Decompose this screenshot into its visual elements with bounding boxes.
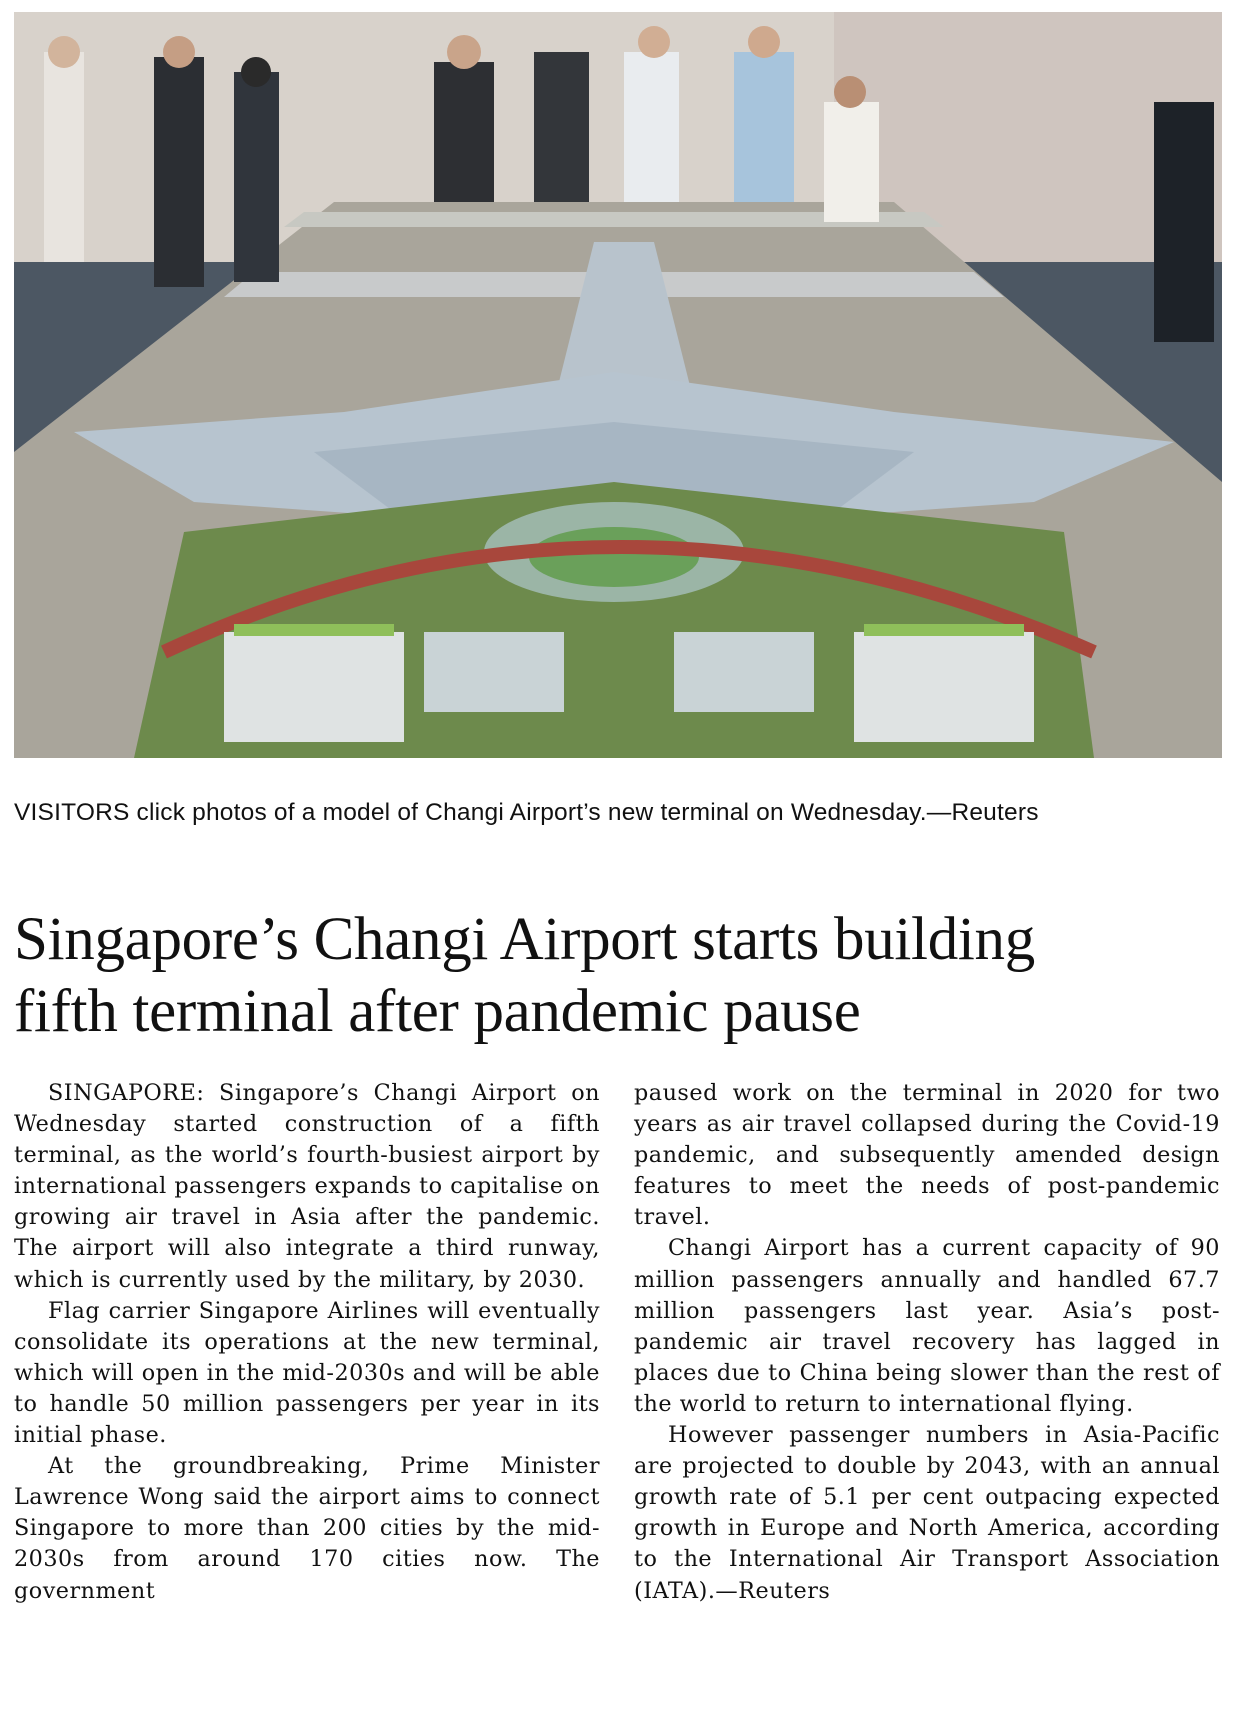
article-paragraph-5: However passenger numbers in Asia-Pacific are projected to double by 2043, with an annual growth rate of 5.1 per cent outpacing expected growth in Europe and North America, according to the International Air Transport Association (IATA).—Reuters [634,1422,1220,1604]
article-column-right [634,1078,1220,1607]
article-paragraph-4: Changi Airport has a current capacity of 90 million passengers annually and handled 67.7 million passengers last year. Asia’s post-pandemic air travel recovery has lagged in places due to China being slower than the rest of the world to return to international flying. [634,1235,1220,1417]
headline-line-2: fifth terminal after pandemic pause [14,978,861,1045]
airport-model-photo [14,12,1222,758]
article-paragraph-3-continued: paused work on the terminal in 2020 for two years as air travel collapsed during the Covid-19 pandemic, and subsequently amended design features to meet the needs of post-pandemic travel. [634,1080,1220,1231]
article-paragraph-2: Flag carrier Singapore Airlines will eventually consolidate its operations at the new terminal, which will open in the mid-2030s and will be able to handle 50 million passengers per year in its initial phase. [14,1297,600,1449]
headline [14,904,1229,1048]
airport-model-illustration [14,12,1222,758]
article-column-left [14,1078,600,1607]
article-paragraph-3: At the groundbreaking, Prime Minister Lawrence Wong said the airport aims to connect Singapore to more than 200 cities by the mid-2030s from around 170 cities now. The government [14,1453,600,1604]
article-paragraph-1: SINGAPORE: Singapore’s Changi Airport on Wednesday started construction of a fifth terminal, as the world’s fourth-busiest airport by international passengers expands to capitalise on growing air travel in Asia after the pandemic. The airport will also integrate a third runway, which is currently used by the military, by 2030. [14,1080,600,1293]
photo-caption: VISITORS click photos of a model of Changi Airport’s new terminal on Wednesday.—Reuters [14,799,1039,826]
headline-line-1: Singapore’s Changi Airport starts building [14,906,1035,973]
